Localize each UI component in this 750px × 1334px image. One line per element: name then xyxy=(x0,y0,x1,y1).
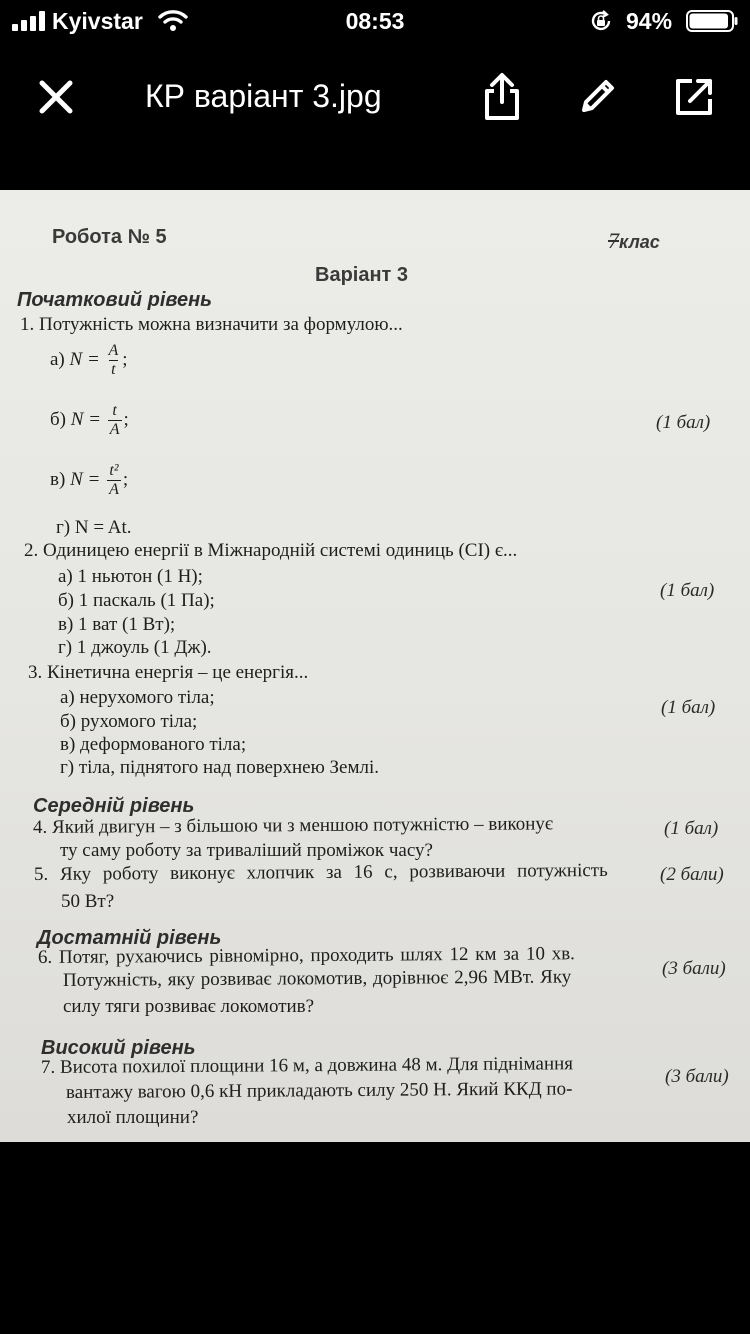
q3-option-d: г) тіла, піднятого над поверхнею Землі. xyxy=(60,757,380,778)
q3-option-c: в) деформованого тіла; xyxy=(60,734,247,755)
grade-label: клас xyxy=(619,232,660,252)
q1-points: (1 бал) xyxy=(656,412,711,433)
q1-option-d: г) N = At. xyxy=(56,517,132,538)
question-1: 1. Потужність можна визначити за формулою... xyxy=(20,314,403,335)
q7-points: (3 бали) xyxy=(665,1066,729,1087)
edit-pencil-button[interactable] xyxy=(576,74,620,118)
status-bar xyxy=(0,0,750,44)
question-3: 3. Кінетична енергія – це енергія... xyxy=(28,662,309,683)
viewer-toolbar xyxy=(0,50,750,150)
rotation-lock-icon xyxy=(589,9,613,33)
question-4-line-2: ту саму роботу за триваліший проміжок часу? xyxy=(60,840,433,861)
q1-option-b: б) N = $\frac{t}{A}$ ; xyxy=(50,402,129,438)
question-6-line-2: Потужність, яку розвиває локомотив, дорівнює 2,96 МВт. Яку xyxy=(62,966,572,991)
file-title: КР варіант 3.jpg xyxy=(145,78,382,114)
q3-option-a: а) нерухомого тіла; xyxy=(60,687,215,708)
carrier-name: Kyivstar xyxy=(52,8,143,34)
q3-points: (1 бал) xyxy=(661,697,716,718)
clock: 08:53 xyxy=(345,8,405,34)
q2-option-a: а) 1 ньютон (1 Н); xyxy=(58,566,203,587)
q5-points: (2 бали) xyxy=(660,864,724,885)
level-sufficient: Достатній рівень xyxy=(37,927,222,949)
q2-option-b: б) 1 паскаль (1 Па); xyxy=(58,590,215,611)
battery-icon xyxy=(686,10,738,32)
grade-handwritten-mark: 7 xyxy=(608,228,619,253)
level-initial: Початковий рівень xyxy=(17,289,213,311)
question-7-line-2: вантажу вагою 0,6 кН прикладають силу 250 Н. Який ККД по- xyxy=(65,1078,573,1103)
open-external-button[interactable] xyxy=(672,75,716,119)
work-title: Робота № 5 xyxy=(52,226,167,248)
grade-header xyxy=(608,228,660,254)
q1-option-a: а) N = $\frac{A}{t}$ ; xyxy=(50,342,128,378)
battery-percentage: 94% xyxy=(626,8,673,34)
q4-points: (1 бал) xyxy=(664,818,719,839)
q1-option-c: в) N = $\frac{\text{t²}}{A}$ ; xyxy=(50,462,129,498)
document-image[interactable] xyxy=(0,190,750,1142)
q3-option-b: б) рухомого тіла; xyxy=(60,711,198,732)
question-6-line-1: 6. Потяг, рухаючись рівномірно, проходить шлях 12 км за 10 хв. xyxy=(37,943,575,968)
variant-title: Варіант 3 xyxy=(315,264,409,286)
level-medium: Середній рівень xyxy=(33,795,195,817)
question-7-line-3: хилої площини? xyxy=(67,1107,199,1128)
question-4-line-1: 4. Який двигун – з більшою чи з меншою потужністю – виконує xyxy=(32,813,554,838)
close-button[interactable] xyxy=(36,77,76,117)
question-6-line-3: силу тяги розвиває локомотив? xyxy=(63,996,315,1017)
question-2: 2. Одиницею енергії в Міжнародній системі одиниць (СІ) є... xyxy=(24,540,518,561)
q2-option-c: в) 1 ват (1 Вт); xyxy=(58,614,176,635)
question-7-line-1: 7. Висота похилої площини 16 м, а довжина 48 м. Для піднімання xyxy=(40,1053,574,1078)
share-button[interactable] xyxy=(480,72,524,122)
level-high: Високий рівень xyxy=(41,1037,196,1059)
q2-points: (1 бал) xyxy=(660,580,715,601)
q2-option-d: г) 1 джоуль (1 Дж). xyxy=(58,637,212,658)
q6-points: (3 бали) xyxy=(662,958,726,979)
question-5-line-1: 5. Яку роботу виконує хлопчик за 16 с, розвиваючи потужність xyxy=(33,859,608,885)
question-5-line-2: 50 Вт? xyxy=(61,891,115,912)
